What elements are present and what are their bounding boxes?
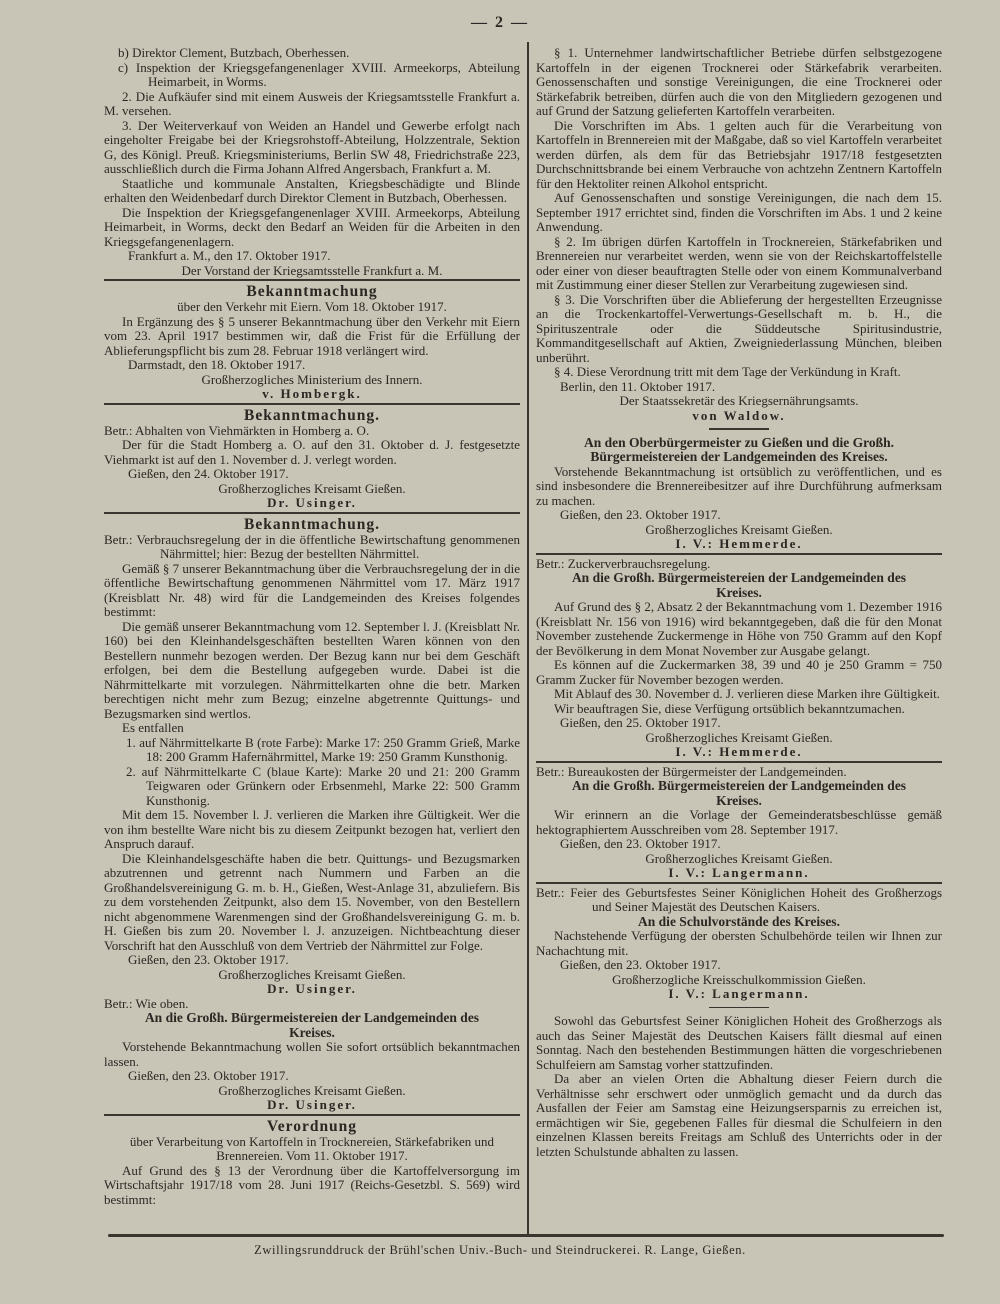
subject-line: Betr.: Zuckerverbrauchsregelung. <box>536 555 711 571</box>
paragraph: Der für die Stadt Homberg a. O. auf den 31. Oktober d. J. festgesetzte Viehmarkt ist auf den 1. November d. J. verlegt worden. <box>104 437 520 467</box>
paragraph: Es können auf die Zuckermarken 38, 39 und 40 je 250 Gramm = 750 Gramm Zucker für November bezogen werden. <box>536 657 942 687</box>
printer-imprint: Zwillingsrunddruck der Brühl'schen Univ.-Buch- und Steindruckerei. R. Lange, Gießen. <box>254 1243 746 1257</box>
signature: I. V.: Langermann. <box>668 986 810 1001</box>
left-column <box>104 46 520 1207</box>
issuer-line: Großherzogliches Kreisamt Gießen. <box>645 729 833 745</box>
paragraph: Auf Genossenschaften und sonstige Vereinigungen, die nach dem 15. September 1917 errichtet sind, finden die Vorschriften im Abs. 1 und 2 keine Anwendung. <box>536 190 942 234</box>
section-divider <box>536 553 942 555</box>
page-number: — 2 — <box>471 14 529 31</box>
list-item: c) Inspektion der Kriegsgefangenenlager XVIII. Armeekorps, Abteilung Heimarbeit, in Worms. <box>118 59 520 89</box>
paragraph: § 1. Unternehmer landwirtschaftlicher Betriebe dürfen selbstgezogene Kartoffeln in der eigenen Trocknerei oder Stärkefabrik verarbeiten. Genossenschaften und sonstige Vereinigungen, die eine Trocknerei oder Stärkefabrik betreiben, dürfen auch die von den Mitgliedern gezogenen und auf Grund der Satzung gelieferten Kartoffeln verarbeiten. <box>536 45 942 118</box>
dateline: Gießen, den 25. Oktober 1917. <box>560 715 721 730</box>
issuer-line: Der Vorstand der Kriegsamtsstelle Frankfurt a. M. <box>181 262 443 278</box>
notice-title: Verordnung <box>266 1117 358 1135</box>
signature: Dr. Usinger. <box>267 1097 357 1112</box>
paragraph: Sowohl das Geburtsfest Seiner Königlichen Hoheit des Großherzogs als auch das Seiner Majestät des Deutschen Kaisers fällt diesmal auf einen Sonntag. Nach den bestehenden Bestimmungen hätten die vorgeschriebenen Schulfeiern am Samstag vorher stattzufinden. <box>536 1013 942 1072</box>
notice-title: Bekanntmachung. <box>243 515 381 533</box>
bottom-rule <box>108 1234 944 1237</box>
paragraph: Auf Grund des § 2, Absatz 2 der Bekanntmachung vom 1. Dezember 1916 (Kreisblatt Nr. 156 von 1916) wird bekanntgegeben, daß die für den Monat November zustehende Zuckermenge in Höhe von 750 Gramm auf den Kopf der Bevölkerung in dem Monat November zur Ausgabe gelangt. <box>536 599 942 658</box>
paragraph: § 4. Diese Verordnung tritt mit dem Tage der Verkündung in Kraft. <box>554 364 901 379</box>
issuer-line: Großherzogliches Ministerium des Innern. <box>201 371 423 387</box>
addressee-heading: An die Großh. Bürgermeistereien der Landgemeinden des Kreises. <box>571 570 907 600</box>
dateline: Gießen, den 23. Oktober 1917. <box>560 957 721 972</box>
paragraph: Mit Ablauf des 30. November d. J. verlieren diese Marken ihre Gültigkeit. <box>554 686 940 701</box>
right-column <box>536 46 942 1159</box>
subject-line: Betr.: Bureaukosten der Bürgermeister der Landgemeinden. <box>536 763 847 779</box>
short-divider <box>709 1007 769 1009</box>
paragraph: Die Kleinhandelsgeschäfte haben die betr. Quittungs- und Bezugsmarken abzutrennen und getrennt nach Nummern und Farben an die Großhandelsvereinigung G. m. b. H., Gießen, West-Anlage 31, abzuliefern. Bis zu dem vorstehenden Zeitpunkt, also dem 15. November, von den Bestellern nicht abgenommene Warenmengen sind der Großhandelsvereinigung G. m. b. H. Gießen bis zum 20. November l. J. anzuzeigen. Nichtbeachtung dieser Vorschrift hat den Ausschluß von dem Vertrieb der Nährmittel zur Folge. <box>104 850 520 953</box>
addressee-heading: An die Großh. Bürgermeistereien der Landgemeinden des Kreises. <box>571 778 907 808</box>
paragraph: Die gemäß unserer Bekanntmachung vom 12. September l. J. (Kreisblatt Nr. 160) bei den Kleinhandelsgeschäften bestellten Waren können von den Bestellern nunmehr bezogen werden. Der Bezug kann nur bei dem Geschäft erfolgen, bei dem die Bestellung aufgegeben wurde. Dabei ist die Nährmittelkarte mit vorzulegen. Nährmittelkarten ohne die betr. Marken berechtigen nicht mehr zum Bezug; einzelne abgetrennte Quittungs- und Bezugsmarken sind wertlos. <box>104 618 520 721</box>
section-divider <box>536 761 942 763</box>
section-divider <box>104 512 520 514</box>
subject-line: Betr.: Feier des Geburtsfestes Seiner Königlichen Hoheit des Großherzogs und Seiner Majestät des Deutschen Kaisers. <box>536 884 942 914</box>
paragraph: Die Inspektion der Kriegsgefangenenlager XVIII. Armeekorps, Abteilung Heimarbeit, in Worms, deckt den Bedarf an Weiden für die Arbeiten in den Kriegsgefangenenlagern. <box>104 204 520 249</box>
dateline: Gießen, den 23. Oktober 1917. <box>560 507 721 522</box>
section-divider <box>104 403 520 405</box>
subject-line: Betr.: Abhalten von Viehmärkten in Homberg a. O. <box>104 422 370 438</box>
paragraph: § 3. Die Vorschriften über die Ablieferung der hergestellten Erzeugnisse an die Trockenkartoffel-Verwertungs-Gesellschaft m. b. H., die Spirituszentrale oder die Süddeutsche Spiritusindustrie, Kommanditgesellschaft auf Aktien, Zweigniederlassung München, bleiben unberührt. <box>536 291 942 365</box>
paragraph: Vorstehende Bekanntmachung wollen Sie sofort ortsüblich bekanntmachen lassen. <box>104 1039 520 1069</box>
paragraph: Nachstehende Verfügung der obersten Schulbehörde teilen wir Ihnen zur Nachachtung mit. <box>536 928 942 958</box>
notice-title: Bekanntmachung <box>246 283 378 300</box>
paragraph: In Ergänzung des § 5 unserer Bekanntmachung über den Verkehr mit Eiern vom 23. April 1917 bestimmen wir, daß die Frist für die Erfüllung der Ablieferungspflicht bis zum 28. Februar 1918 verlängert wird. <box>104 313 520 358</box>
paragraph: Gemäß § 7 unserer Bekanntmachung über die Verbrauchsregelung der in die öffentliche Bewirtschaftung genommenen Nährmittel vom 17. März 1917 (Kreisblatt Nr. 48) wird für die Landgemeinden des Kreises folgendes bestimmt: <box>104 560 520 619</box>
list-item: 2. auf Nährmittelkarte C (blaue Karte): Marke 20 und 21: 200 Gramm Teigwaren oder Grünkern oder Erbsenmehl, Marke 22: 500 Gramm Kunsthonig. <box>126 763 520 808</box>
dateline: Gießen, den 23. Oktober 1917. <box>560 836 721 851</box>
dateline: Darmstadt, den 18. Oktober 1917. <box>128 357 306 372</box>
issuer-line: über den Verkehr mit Eiern. Vom 18. Oktober 1917. <box>177 299 447 314</box>
paragraph: Vorstehende Bekanntmachung ist ortsüblich zu veröffentlichen, und es sind insbesondere die Brennereibesitzer auf ihre Durchführung aufmerksam zu machen. <box>536 463 942 508</box>
dateline: Berlin, den 11. Oktober 1917. <box>560 378 716 394</box>
signature: von Waldow. <box>692 407 786 423</box>
issuer-line: Großherzogliches Kreisamt Gießen. <box>645 850 833 866</box>
addressee-heading: An die Großh. Bürgermeistereien der Landgemeinden des Kreises. <box>144 1010 480 1040</box>
paragraph: Mit dem 15. November l. J. verlieren die Marken ihre Gültigkeit. Wer die von ihm bestellte Ware nicht bis zu diesem Zeitpunkt bezogen hat, verliert den Anspruch darauf. <box>104 807 520 851</box>
issuer-line: Großherzogliches Kreisamt Gießen. <box>218 1082 406 1098</box>
issuer-line: über Verarbeitung von Kartoffeln in Trocknereien, Stärkefabriken und Brennereien. Vom 11. Oktober 1917. <box>129 1133 495 1163</box>
section-divider <box>104 279 520 281</box>
issuer-line: Großherzogliche Kreisschulkommission Gießen. <box>612 971 866 987</box>
paragraph: 2. Die Aufkäufer sind mit einem Ausweis der Kriegsamtsstelle Frankfurt a. M. versehen. <box>104 88 520 118</box>
subject-line: Betr.: Verbrauchsregelung der in die öffentliche Bewirtschaftung genommenen Nährmittel; hier: Bezug der bestellten Nährmittel. <box>104 531 520 561</box>
signature: Dr. Usinger. <box>267 981 357 996</box>
section-divider <box>104 1114 520 1116</box>
list-item: 1. auf Nährmittelkarte B (rote Farbe): Marke 17: 250 Gramm Grieß, Marke 18: 200 Gramm Hafernährmittel, Marke 19: 250 Gramm Kunsthonig. <box>126 734 520 764</box>
paragraph: Da aber an vielen Orten die Abhaltung dieser Feiern durch die Verhältnisse sehr erschwert oder unmöglich gemacht und da durch das Ausfallen der Feier am Samstag eine Heizungsersparnis zu erreichen ist, ermächtigen wir Sie, gegebenen Falles für diesmal die Schulfeiern in den einzelnen Klassen bereits Freitags am Schluß des Unterrichts oder in der letzten Schulstunde abhalten zu lassen. <box>536 1071 942 1159</box>
paragraph: Wir beauftragen Sie, diese Verfügung ortsüblich bekanntzumachen. <box>554 700 905 716</box>
notice-title: Bekanntmachung. <box>243 406 381 424</box>
issuer-line: Der Staatssekretär des Kriegsernährungsamts. <box>619 393 859 408</box>
dateline: Frankfurt a. M., den 17. Oktober 1917. <box>128 248 331 263</box>
dateline: Gießen, den 24. Oktober 1917. <box>128 466 289 481</box>
dateline: Gießen, den 23. Oktober 1917. <box>128 1068 289 1083</box>
paragraph: Staatliche und kommunale Anstalten, Kriegsbeschädigte und Blinde erhalten den Weidenbedarf durch Direktor Clement in Butzbach, Oberhessen. <box>104 175 520 205</box>
signature: I. V.: Langermann. <box>668 865 810 880</box>
paragraph: 3. Der Weiterverkauf von Weiden an Handel und Gewerbe erfolgt nach eingeholter Freigabe bei der Kriegsrohstoff-Abteilung, Holzzentrale, Sektion G, des Königl. Preuß. Kriegsministeriums, Berlin SW 48, Friedrichstraße 223, ausschließlich durch die Firma Johann Alfred Angersbach, Frankfurt a. M. <box>104 117 520 176</box>
short-divider <box>709 428 769 430</box>
paragraph: Wir erinnern an die Vorlage der Gemeinderatsbeschlüsse gemäß hektographiertem Ausschreiben vom 28. September 1917. <box>536 807 942 837</box>
section-divider <box>536 882 942 884</box>
column-divider <box>527 42 529 1234</box>
list-item: b) Direktor Clement, Butzbach, Oberhessen. <box>118 45 350 60</box>
paragraph: § 2. Im übrigen dürfen Kartoffeln in Trocknereien, Stärkefabriken und Brennereien nur verarbeitet werden, wenn sie von der Reichskartoffelstelle oder einer von dieser beauftragten Stelle oder von einem Kommunalverband mit Zustimmung einer dieser Stellen zur Verarbeitung zugewiesen sind. <box>536 233 942 292</box>
paragraph: Die Vorschriften im Abs. 1 gelten auch für die Verarbeitung von Kartoffeln in Brennereien mit der Maßgabe, daß so viel Kartoffeln verarbeitet werden dürfen, als dem für das Betriebsjahr 1917/18 festgesetzten Durchschnittsbrande bei einem Verbrauche von achtzehn Zentnern Kartoffeln für den Hektoliter reinen Alkohol entspricht. <box>536 117 942 191</box>
addressee-heading: An die Schulvorstände des Kreises. <box>638 913 840 929</box>
dateline: Gießen, den 23. Oktober 1917. <box>128 952 289 967</box>
issuer-line: Großherzogliches Kreisamt Gießen. <box>645 521 833 537</box>
issuer-line: Großherzogliches Kreisamt Gießen. <box>218 966 406 982</box>
paragraph: Es entfallen <box>122 720 184 735</box>
paragraph: Auf Grund des § 13 der Verordnung über die Kartoffelversorgung im Wirtschaftsjahr 1917/18 vom 28. Juni 1917 (Reichs-Gesetzbl. S. 569) wird bestimmt: <box>104 1162 520 1207</box>
issuer-line: Großherzogliches Kreisamt Gießen. <box>218 480 406 496</box>
signature: I. V.: Hemmerde. <box>675 744 803 759</box>
signature: I. V.: Hemmerde. <box>675 536 803 551</box>
signature: v. Hombergk. <box>262 386 362 401</box>
subject-line: Betr.: Wie oben. <box>104 995 189 1011</box>
addressee-heading: An den Oberbürgermeister zu Gießen und die Großh. Bürgermeistereien der Landgemeinden des Kreises. <box>583 434 895 464</box>
signature: Dr. Usinger. <box>267 495 357 510</box>
